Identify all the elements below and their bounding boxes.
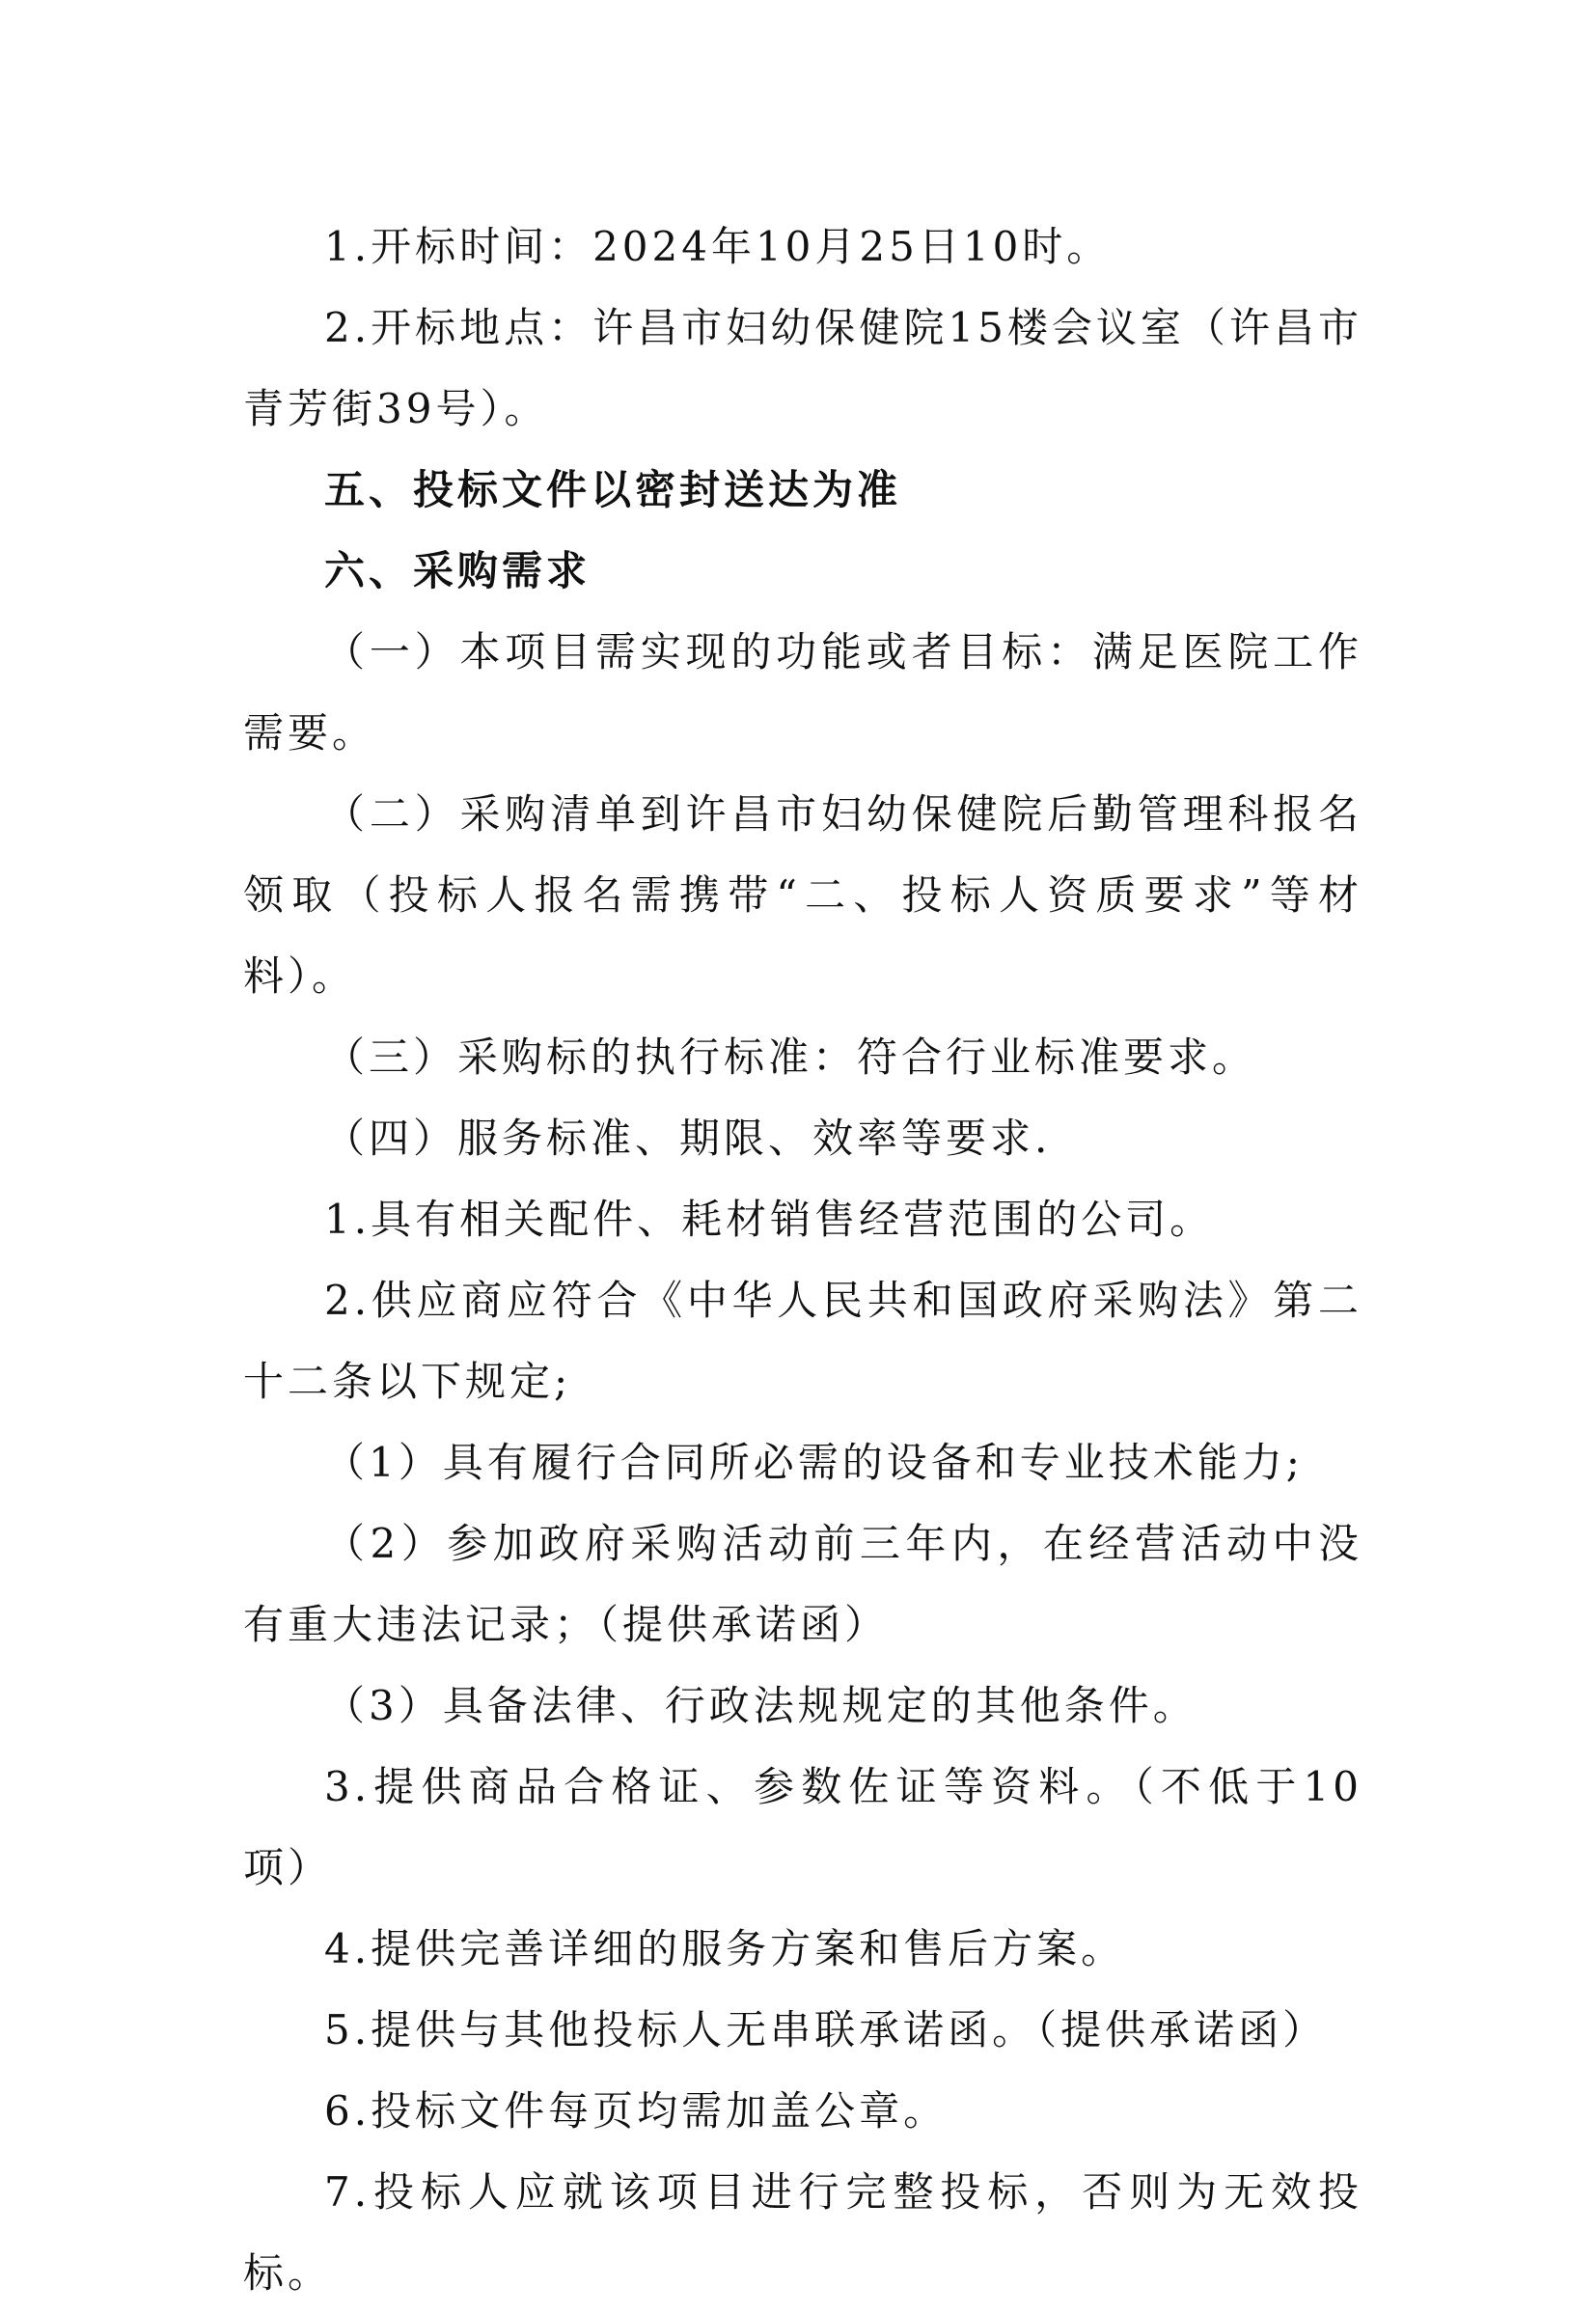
opening-location-paragraph: 2.开标地点：许昌市妇幼保健院15楼会议室（许昌市青芳街39号）。 <box>243 304 1362 432</box>
sub-item-2: （2）参加政府采购活动前三年内，在经营活动中没有重大违法记录；（提供承诺函） <box>243 1520 1362 1648</box>
section-heading-5: 五、投标文件以密封送达为准 <box>324 466 902 513</box>
sub-item-1: （1）具有履行合同所必需的设备和专业技术能力; <box>324 1439 1304 1486</box>
list-item-1: 1.具有相关配件、耗材销售经营范围的公司。 <box>324 1196 1215 1243</box>
list-item-5: 5.提供与其他投标人无串联承诺函。（提供承诺函） <box>324 2006 1328 2053</box>
requirement-paragraph-4: （四）服务标准、期限、效率等要求. <box>324 1115 1052 1162</box>
list-item-6: 6.投标文件每页均需加盖公章。 <box>324 2087 949 2135</box>
requirement-paragraph-3: （三）采购标的执行标准：符合行业标准要求。 <box>324 1033 1257 1081</box>
section-heading-6: 六、采购需求 <box>324 547 592 594</box>
document-page <box>243 207 1362 2314</box>
list-item-4: 4.提供完善详细的服务方案和售后方案。 <box>324 1925 1126 1972</box>
opening-time-paragraph: 1.开标时间：2024年10月25日10时。 <box>324 223 1112 270</box>
list-item-7: 7.投标人应就该项目进行完整投标，否则为无效投标。 <box>243 2168 1362 2297</box>
requirement-paragraph-1: （一）本项目需实现的功能或者目标：满足医院工作需要。 <box>243 628 1362 757</box>
sub-item-3: （3）具备法律、行政法规规定的其他条件。 <box>324 1682 1197 1729</box>
list-item-3: 3.提供商品合格证、参数佐证等资料。（不低于10项） <box>243 1763 1362 1891</box>
list-item-2: 2.供应商应符合《中华人民共和国政府采购法》第二十二条以下规定; <box>243 1277 1362 1405</box>
requirement-paragraph-2: （二）采购清单到许昌市妇幼保健院后勤管理科报名领取（投标人报名需携带“二、投标人资质要求”等材料）。 <box>243 790 1362 1000</box>
